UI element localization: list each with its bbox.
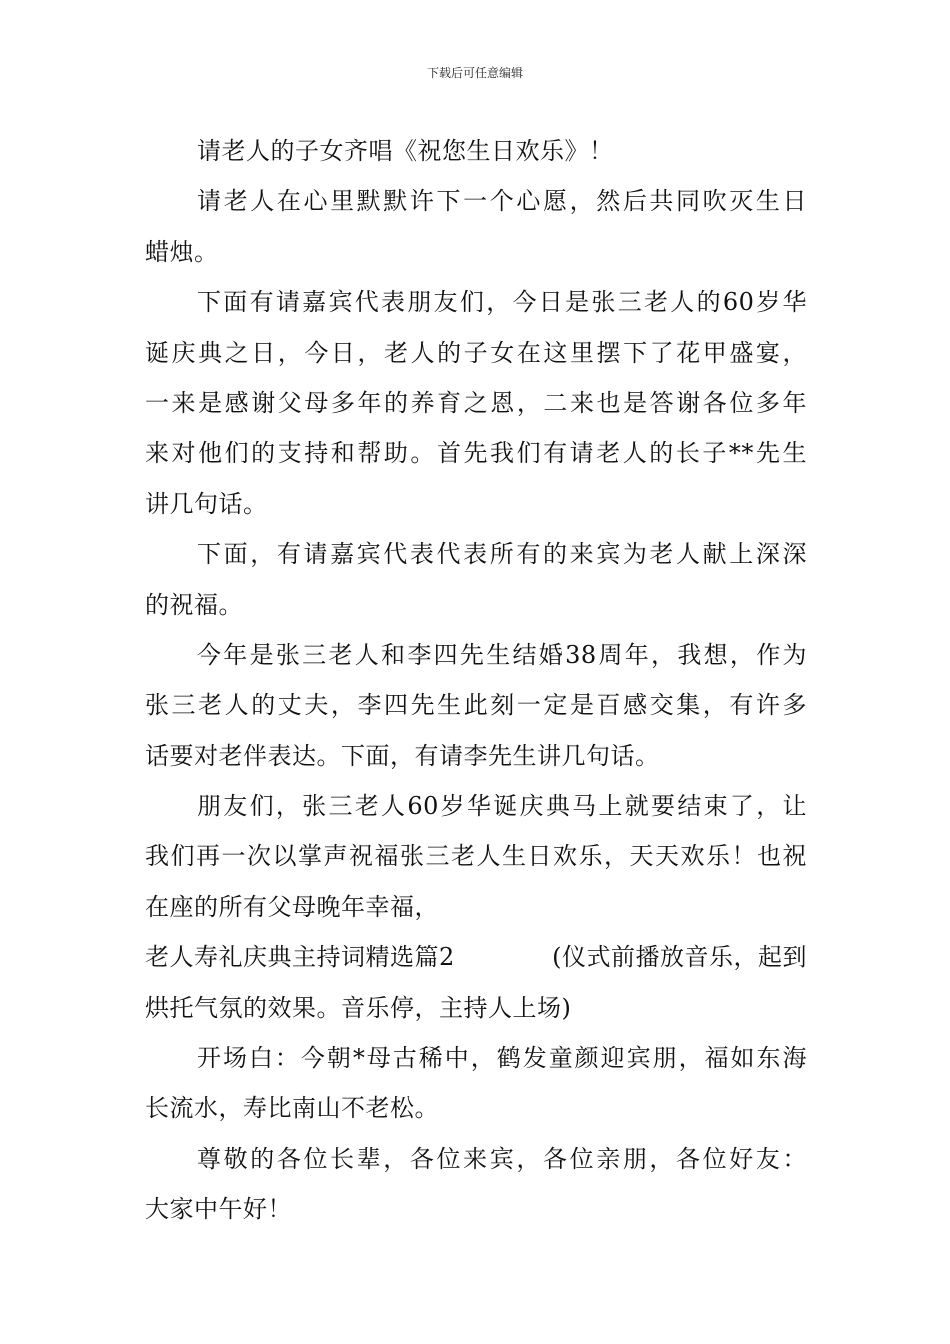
text-line: 下面，有请嘉宾代表代表所有的来宾为老人献上深深 — [197, 540, 807, 569]
text-line: 尊敬的各位长辈，各位来宾，各位亲朋，各位好友： — [197, 1144, 807, 1173]
text-line: 烘托气氛的效果。音乐停，主持人上场) — [145, 993, 572, 1022]
text-line: 朋友们，张三老人60岁华诞庆典马上就要结束了，让 — [197, 792, 807, 821]
text-line: 来对他们的支持和帮助。首先我们有请老人的长子**先生 — [145, 439, 807, 468]
text-line: 长流水，寿比南山不老松。 — [145, 1094, 439, 1123]
text-line: 大家中午好！ — [145, 1195, 292, 1224]
text-line: 诞庆典之日，今日，老人的子女在这里摆下了花甲盛宴， — [145, 338, 807, 367]
document-body — [145, 126, 807, 1235]
text-line: 我们再一次以掌声祝福张三老人生日欢乐，天天欢乐！也祝 — [145, 842, 807, 871]
paragraph-opening — [145, 1033, 807, 1134]
text-line: 在座的所有父母晚年幸福， — [145, 892, 439, 921]
section-title: 老人寿礼庆典主持词精选篇2 — [145, 943, 455, 972]
paragraph-2 — [145, 176, 807, 277]
section-heading-line — [145, 932, 807, 982]
paragraph-greeting — [145, 1134, 807, 1235]
stage-direction: (仪式前播放音乐，起到 — [552, 943, 807, 972]
text-line: 请老人的子女齐唱《祝您生日欢乐》！ — [197, 137, 614, 165]
text-line: 请老人在心里默默许下一个心愿，然后共同吹灭生日 — [197, 187, 807, 216]
paragraph-4 — [145, 529, 807, 630]
page-header: 下载后可任意编辑 — [426, 66, 523, 80]
text-line: 一来是感谢父母多年的养育之恩，二来也是答谢各位多年 — [145, 388, 807, 417]
text-line: 张三老人的丈夫，李四先生此刻一定是百感交集，有许多 — [145, 691, 807, 720]
text-line: 开场白：今朝*母古稀中，鹤发童颜迎宾朋，福如东海 — [197, 1044, 807, 1073]
text-line: 下面有请嘉宾代表朋友们，今日是张三老人的60岁华 — [197, 288, 807, 317]
paragraph-3 — [145, 277, 807, 529]
text-line: 今年是张三老人和李四先生结婚38周年，我想，作为 — [197, 640, 807, 669]
text-line: 讲几句话。 — [145, 489, 268, 518]
paragraph-1 — [145, 126, 807, 176]
paragraph-5 — [145, 630, 807, 781]
paragraph-6 — [145, 781, 807, 932]
section-heading-block — [145, 932, 807, 1033]
text-line: 话要对老伴表达。下面，有请李先生讲几句话。 — [145, 741, 660, 770]
text-line: 蜡烛。 — [145, 237, 219, 266]
text-line: 的祝福。 — [145, 590, 243, 619]
